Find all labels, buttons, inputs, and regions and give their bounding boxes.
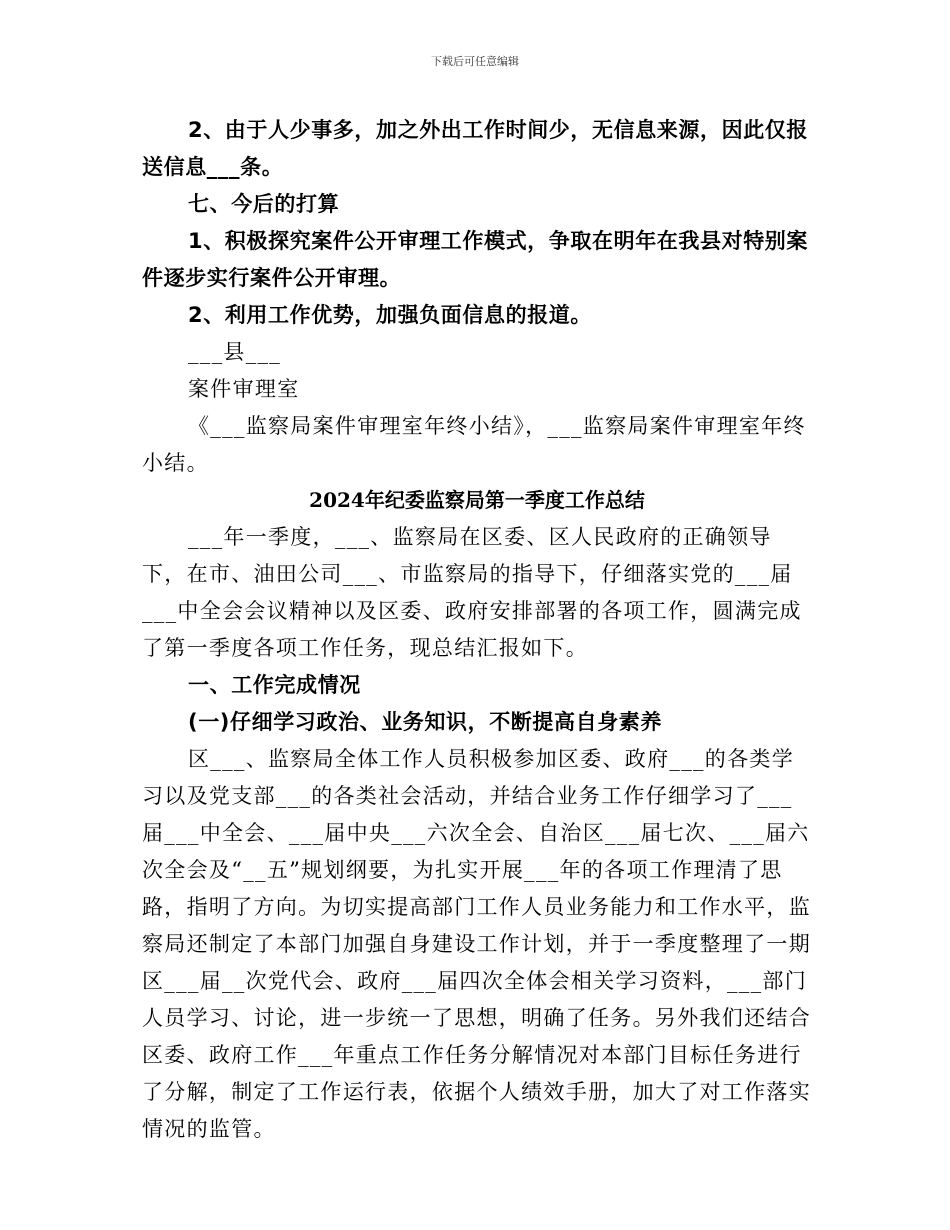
paragraph-study-body: 区___、监察局全体工作人员积极参加区委、政府___的各类学习以及党支部___的各类社会活动，并结合业务工作仔细学习了___届___中全会、___届中央___六次全会、自治区___届七次、___届六次全会及“__五”规划纲要，为扎实开展___年的各项工作理清了思路，指明了方向。为切实提高部门工作人员业务能力和工作水平，监察局还制定了本部门加强自身建设工作计划，并于一季度整理了一期区___届__次党代会、政府___届四次全体会相关学习资料，___部门人员学习、讨论，进一步统一了思想，明确了任务。另外我们还结合区委、政府工作___年重点工作任务分解情况对本部门目标任务进行了分解，制定了工作运行表，依据个人绩效手册，加大了对工作落实情况的监管。	[142, 747, 811, 1141]
paragraph-plan-2: 2、利用工作优势，加强负面信息的报道。	[188, 303, 593, 327]
paragraph-info-count: 2、由于人少事多，加之外出工作时间少，无信息来源，因此仅报送信息___条。	[142, 118, 809, 179]
signature-office: 案件审理室	[188, 377, 300, 401]
subheading-study: (一)仔细学习政治、业务知识，不断提高自身素养	[188, 710, 662, 734]
paragraph-plan-1: 1、积极探究案件公开审理工作模式，争取在明年在我县对特别案件逐步实行案件公开审理。	[142, 229, 809, 290]
document-body	[142, 112, 812, 1148]
heading-work-completion: 一、工作完成情况	[188, 673, 361, 697]
page-header-note: 下载后可任意编辑	[431, 55, 519, 68]
paragraph-intro: ___年一季度，___、监察局在区委、区人民政府的正确领导下，在市、油田公司___、市监察局的指导下，仔细落实党的___届___中全会会议精神以及区委、政府安排部署的各项工作，圆满完成了第一季度各项工作任务，现总结汇报如下。	[142, 525, 802, 660]
document-title: 2024年纪委监察局第一季度工作总结	[309, 488, 645, 512]
heading-future-plans: 七、今后的打算	[188, 192, 340, 216]
paragraph-reference: 《___监察局案件审理室年终小结》，___监察局案件审理室年终小结。	[142, 414, 806, 475]
signature-county: ___县___	[188, 340, 282, 364]
